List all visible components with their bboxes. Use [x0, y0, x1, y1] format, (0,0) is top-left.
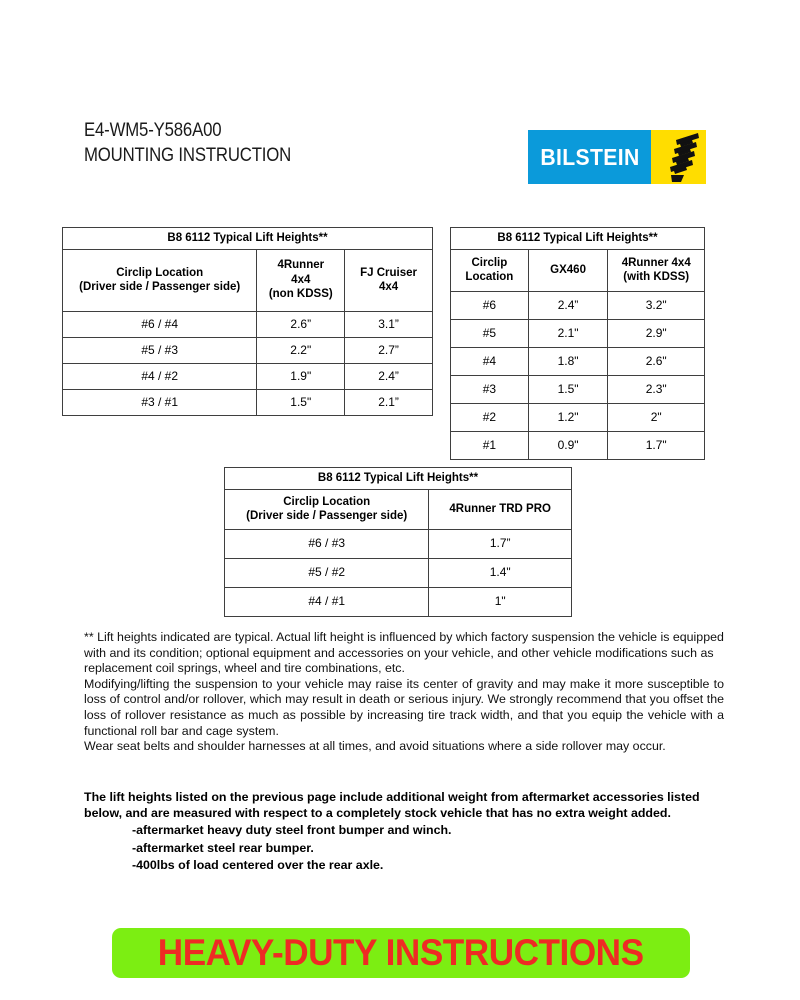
cell-lift-height: 2.7” [345, 337, 433, 363]
coilover-spring-icon [651, 130, 706, 184]
banner-label: HEAVY-DUTY INSTRUCTIONS [158, 932, 644, 973]
cell-circlip-location: #6 / #3 [225, 529, 429, 558]
table-row [451, 375, 705, 403]
table-row [225, 468, 572, 490]
cell-lift-height: 1.5" [528, 375, 608, 403]
header-line: 4Runner TRD PRO [449, 502, 551, 515]
table-row [225, 558, 572, 587]
disclaimer-notes [84, 630, 724, 755]
header-line: Circlip Location [116, 266, 204, 279]
cell-lift-height: 2.1" [528, 319, 608, 347]
column-header-circlip [451, 249, 529, 291]
table-row [451, 431, 705, 459]
lift-heights-table-2 [450, 227, 705, 460]
cell-lift-height: 1.4" [429, 558, 572, 587]
header-line: 4x4 [378, 281, 399, 293]
lift-heights-table-1 [62, 227, 433, 416]
table-row [225, 529, 572, 558]
cell-lift-height: 2.1” [345, 389, 433, 415]
cell-lift-height: 1.9" [257, 363, 345, 389]
cell-lift-height: 2.4” [345, 363, 433, 389]
cell-circlip-location: #6 / #4 [63, 311, 257, 337]
cell-lift-height: 2.9" [608, 319, 705, 347]
lift-heights-table-3 [224, 467, 572, 617]
note-paragraph-2: Modifying/lifting the suspension to your vehicle may raise its center of gravity and may make it more susceptible to loss of control and/or rollover, which may result in death or serious injury. We strongly recommend that you offset the loss of rollover resistance as much as possible by increasing tire track width, and that you equip the vehicle with a functional roll bar and cage system. [84, 676, 724, 738]
list-item: -aftermarket steel rear bumper. [132, 840, 314, 855]
table-row [451, 347, 705, 375]
table-row [451, 291, 705, 319]
cell-circlip-location: #6 [451, 291, 529, 319]
cell-circlip-location: #4 / #2 [63, 363, 257, 389]
note-paragraph-3: Wear seat belts and shoulder harnesses at all times, and avoid situations where a side rollover may occur. [84, 739, 666, 754]
cell-circlip-location: #4 / #1 [225, 587, 429, 616]
table-title: B8 6112 Typical Lift Heights** [451, 228, 705, 250]
cell-lift-height: 0.9" [528, 431, 608, 459]
cell-lift-height: 3.2" [608, 291, 705, 319]
table-row [63, 249, 433, 311]
list-item: -400lbs of load centered over the rear axle. [132, 858, 384, 872]
table-row [63, 389, 433, 415]
cell-circlip-location: #5 [451, 319, 529, 347]
column-header-circlip [225, 489, 429, 529]
column-header-4runner-trd-pro [429, 489, 572, 529]
column-header-circlip [63, 249, 257, 311]
header-line: FJ Cruiser [360, 266, 418, 279]
table-row [63, 228, 433, 250]
document-type: MOUNTING INSTRUCTION [84, 144, 292, 166]
cell-circlip-location: #5 / #3 [63, 337, 257, 363]
table-row [225, 489, 572, 529]
cell-lift-height: 1.7" [608, 431, 705, 459]
cell-lift-height: 1.5" [257, 389, 345, 415]
note-paragraph-1: ** Lift heights indicated are typical. Actual lift height is influenced by which factory suspension the vehicle is equipped with and its condition; optional equipment and accessories on your vehicle, and other vehicle modifications such as replacement coil springs, wheel and tire combinations, etc. [84, 630, 724, 676]
table-title: B8 6112 Typical Lift Heights** [225, 468, 572, 490]
weight-note-block [84, 789, 724, 875]
table-row [225, 587, 572, 616]
cell-lift-height: 2.2" [257, 337, 345, 363]
column-header-4runner-non-kdss [257, 249, 345, 311]
cell-lift-height: 3.1” [345, 311, 433, 337]
header-line: Location [465, 271, 514, 283]
table-row [63, 337, 433, 363]
cell-lift-height: 1" [429, 587, 572, 616]
column-header-gx460 [528, 249, 608, 291]
logo-blue-panel [528, 130, 651, 184]
table-row [451, 228, 705, 250]
table-row [63, 363, 433, 389]
cell-circlip-location: #4 [451, 347, 529, 375]
header-line: (non KDSS) [268, 288, 333, 301]
cell-circlip-location: #2 [451, 403, 529, 431]
cell-lift-height: 1.2" [528, 403, 608, 431]
page-title [84, 118, 291, 168]
weight-note-paragraph: The lift heights listed on the previous page include additional weight from aftermarket accessories listed below, and are measured with respect to a completely stock vehicle that has no extra weight added. [84, 790, 700, 820]
header-line: GX460 [550, 263, 586, 276]
cell-lift-height: 1.8" [528, 347, 608, 375]
table-row [451, 249, 705, 291]
part-number: E4-WM5-Y586A00 [84, 119, 222, 141]
cell-lift-height: 2.6" [608, 347, 705, 375]
logo-yellow-panel [651, 130, 706, 184]
header-line: Circlip [471, 256, 508, 269]
cell-lift-height: 2.3" [608, 375, 705, 403]
table-title: B8 6112 Typical Lift Heights** [63, 228, 433, 250]
cell-lift-height: 2.4” [528, 291, 608, 319]
header-line: 4Runner [277, 259, 325, 272]
header-line: 4Runner 4x4 [621, 256, 691, 269]
cell-lift-height: 2.6” [257, 311, 345, 337]
cell-circlip-location: #3 / #1 [63, 389, 257, 415]
cell-circlip-location: #5 / #2 [225, 558, 429, 587]
header-line: (Driver side / Passenger side) [246, 510, 408, 522]
header-line: (Driver side / Passenger side) [79, 281, 241, 293]
cell-circlip-location: #1 [451, 431, 529, 459]
header-line: (with KDSS) [623, 271, 690, 283]
list-item: -aftermarket heavy duty steel front bumper and winch. [132, 823, 452, 837]
logo-wordmark: BILSTEIN [539, 143, 640, 170]
heavy-duty-instructions-banner [112, 928, 690, 978]
table-row [451, 319, 705, 347]
table-row [451, 403, 705, 431]
header-line: 4x4 [291, 273, 311, 286]
header-line: Circlip Location [283, 495, 371, 508]
table-row [63, 311, 433, 337]
cell-circlip-location: #3 [451, 375, 529, 403]
bilstein-logo [528, 130, 706, 184]
column-header-4runner-with-kdss [608, 249, 705, 291]
column-header-fj-cruiser [345, 249, 433, 311]
cell-lift-height: 2" [608, 403, 705, 431]
accessory-list [84, 822, 724, 875]
cell-lift-height: 1.7” [429, 529, 572, 558]
